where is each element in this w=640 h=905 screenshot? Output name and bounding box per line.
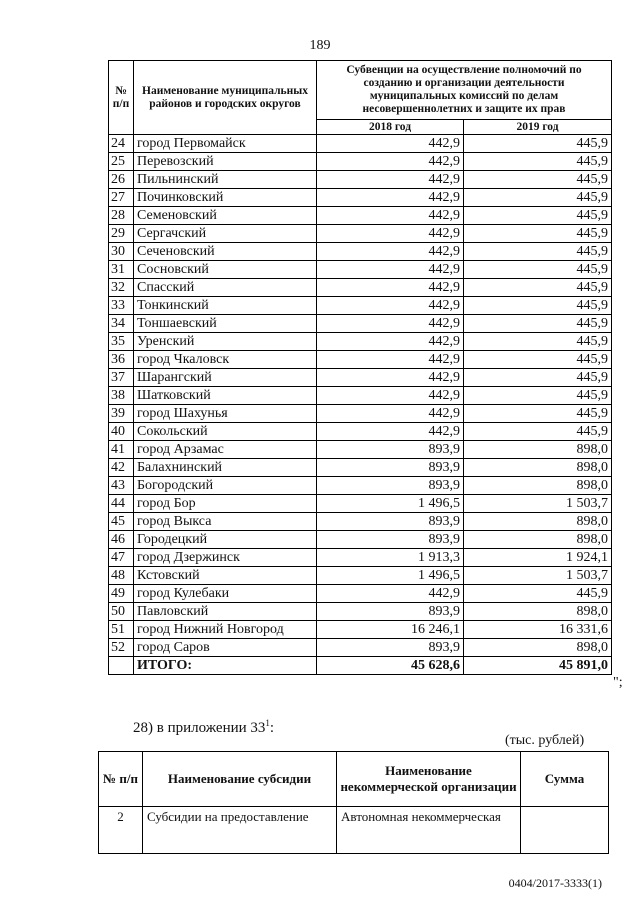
subsidy-header-org: Наименование некоммерческой организации — [337, 752, 521, 807]
total-2018: 45 628,6 — [317, 657, 464, 675]
table-row — [109, 423, 612, 441]
row-number: 41 — [109, 441, 134, 459]
row-number: 29 — [109, 225, 134, 243]
table-row — [109, 261, 612, 279]
row-name: Сеченовский — [134, 243, 317, 261]
row-name: Городецкий — [134, 531, 317, 549]
table-row — [109, 369, 612, 387]
row-value-2019: 445,9 — [464, 153, 612, 171]
table-row — [109, 297, 612, 315]
row-value-2018: 893,9 — [317, 531, 464, 549]
subsidy-org: Автономная некоммерческая — [337, 807, 521, 854]
row-name: город Шахунья — [134, 405, 317, 423]
row-value-2018: 442,9 — [317, 315, 464, 333]
row-value-2018: 893,9 — [317, 441, 464, 459]
total-label: ИТОГО: — [134, 657, 317, 675]
row-value-2019: 445,9 — [464, 225, 612, 243]
header-name: Наименование муниципальных районов и городских округов — [134, 61, 317, 135]
row-value-2019: 445,9 — [464, 333, 612, 351]
table-row — [109, 441, 612, 459]
subsidy-header-name: Наименование субсидии — [143, 752, 337, 807]
row-name: город Нижний Новгород — [134, 621, 317, 639]
row-number: 26 — [109, 171, 134, 189]
units-label: (тыс. рублей) — [505, 733, 585, 748]
row-value-2018: 893,9 — [317, 477, 464, 495]
row-value-2018: 1 496,5 — [317, 495, 464, 513]
row-value-2019: 445,9 — [464, 387, 612, 405]
row-number: 49 — [109, 585, 134, 603]
row-number: 36 — [109, 351, 134, 369]
table-row — [109, 207, 612, 225]
row-value-2019: 898,0 — [464, 477, 612, 495]
row-value-2019: 1 503,7 — [464, 567, 612, 585]
row-value-2018: 442,9 — [317, 243, 464, 261]
total-2019: 45 891,0 — [464, 657, 612, 675]
row-value-2018: 1 496,5 — [317, 567, 464, 585]
row-number: 51 — [109, 621, 134, 639]
row-value-2019: 445,9 — [464, 207, 612, 225]
row-name: город Саров — [134, 639, 317, 657]
row-number: 34 — [109, 315, 134, 333]
row-value-2018: 893,9 — [317, 639, 464, 657]
row-value-2018: 442,9 — [317, 585, 464, 603]
row-number: 24 — [109, 135, 134, 153]
row-number: 39 — [109, 405, 134, 423]
table-row — [109, 351, 612, 369]
row-number: 32 — [109, 279, 134, 297]
header-num: № п/п — [109, 61, 134, 135]
table-row — [109, 639, 612, 657]
row-name: Сергачский — [134, 225, 317, 243]
table-row — [109, 459, 612, 477]
row-value-2018: 442,9 — [317, 261, 464, 279]
table-row — [109, 153, 612, 171]
row-number: 30 — [109, 243, 134, 261]
row-number: 31 — [109, 261, 134, 279]
row-name: город Первомайск — [134, 135, 317, 153]
row-number: 43 — [109, 477, 134, 495]
total-num-cell — [109, 657, 134, 675]
row-value-2018: 442,9 — [317, 207, 464, 225]
row-name: Богородский — [134, 477, 317, 495]
row-name: город Кулебаки — [134, 585, 317, 603]
row-number: 28 — [109, 207, 134, 225]
row-value-2019: 445,9 — [464, 405, 612, 423]
row-name: Починковский — [134, 189, 317, 207]
row-value-2018: 1 913,3 — [317, 549, 464, 567]
row-name: Павловский — [134, 603, 317, 621]
row-value-2019: 898,0 — [464, 531, 612, 549]
row-name: Тоншаевский — [134, 315, 317, 333]
row-value-2018: 893,9 — [317, 513, 464, 531]
section-caption — [133, 718, 274, 737]
row-value-2018: 442,9 — [317, 153, 464, 171]
row-value-2018: 442,9 — [317, 135, 464, 153]
row-value-2019: 16 331,6 — [464, 621, 612, 639]
row-name: Пильнинский — [134, 171, 317, 189]
total-row — [109, 657, 612, 675]
section-caption-text: 28) в приложении 33 — [133, 720, 266, 736]
row-number: 25 — [109, 153, 134, 171]
row-name: Кстовский — [134, 567, 317, 585]
row-value-2019: 445,9 — [464, 135, 612, 153]
row-value-2019: 445,9 — [464, 585, 612, 603]
row-name: Уренский — [134, 333, 317, 351]
row-value-2019: 445,9 — [464, 171, 612, 189]
table-row — [109, 135, 612, 153]
row-name: город Бор — [134, 495, 317, 513]
row-value-2018: 442,9 — [317, 225, 464, 243]
row-value-2018: 442,9 — [317, 297, 464, 315]
row-value-2019: 445,9 — [464, 189, 612, 207]
row-number: 33 — [109, 297, 134, 315]
row-value-2019: 445,9 — [464, 279, 612, 297]
table-row — [109, 477, 612, 495]
row-value-2018: 442,9 — [317, 189, 464, 207]
row-value-2019: 445,9 — [464, 243, 612, 261]
table-row — [109, 495, 612, 513]
subsidy-row — [99, 807, 609, 854]
table-row — [109, 171, 612, 189]
row-name: город Арзамас — [134, 441, 317, 459]
table-row — [109, 567, 612, 585]
row-number: 37 — [109, 369, 134, 387]
row-name: город Выкса — [134, 513, 317, 531]
table-row — [109, 243, 612, 261]
table-row — [109, 387, 612, 405]
row-name: Балахнинский — [134, 459, 317, 477]
row-value-2018: 442,9 — [317, 171, 464, 189]
row-number: 42 — [109, 459, 134, 477]
header-subvention: Субвенции на осуществление полномочий по созданию и организации деятельности муниципальных комиссий по делам несовершеннолетних и защите их прав — [317, 61, 612, 120]
row-value-2018: 16 246,1 — [317, 621, 464, 639]
row-number: 44 — [109, 495, 134, 513]
row-number: 35 — [109, 333, 134, 351]
row-name: Шарангский — [134, 369, 317, 387]
section-caption-colon: : — [269, 720, 275, 736]
row-number: 38 — [109, 387, 134, 405]
header-year-2018: 2018 год — [317, 120, 464, 135]
row-value-2018: 442,9 — [317, 387, 464, 405]
row-value-2019: 898,0 — [464, 639, 612, 657]
row-value-2019: 898,0 — [464, 513, 612, 531]
table-row — [109, 585, 612, 603]
row-name: Шатковский — [134, 387, 317, 405]
table-row — [109, 315, 612, 333]
table-row — [109, 189, 612, 207]
row-value-2019: 445,9 — [464, 261, 612, 279]
row-number: 48 — [109, 567, 134, 585]
row-number: 46 — [109, 531, 134, 549]
closing-quote: "; — [613, 675, 623, 690]
row-value-2019: 445,9 — [464, 297, 612, 315]
table-row — [109, 225, 612, 243]
row-name: Сокольский — [134, 423, 317, 441]
row-value-2019: 445,9 — [464, 351, 612, 369]
row-number: 50 — [109, 603, 134, 621]
row-name: город Чкаловск — [134, 351, 317, 369]
row-name: Сосновский — [134, 261, 317, 279]
subsidy-header-num: № п/п — [99, 752, 143, 807]
table-row — [109, 621, 612, 639]
subsidy-sum — [521, 807, 609, 854]
subvention-table — [108, 60, 612, 675]
row-value-2019: 1 503,7 — [464, 495, 612, 513]
table-row — [109, 279, 612, 297]
subsidy-name: Субсидии на предоставление — [143, 807, 337, 854]
row-value-2019: 445,9 — [464, 315, 612, 333]
row-name: Тонкинский — [134, 297, 317, 315]
row-value-2018: 442,9 — [317, 423, 464, 441]
row-value-2018: 442,9 — [317, 333, 464, 351]
row-number: 52 — [109, 639, 134, 657]
row-value-2019: 1 924,1 — [464, 549, 612, 567]
row-value-2019: 898,0 — [464, 603, 612, 621]
table-row — [109, 549, 612, 567]
row-value-2018: 442,9 — [317, 279, 464, 297]
row-value-2019: 445,9 — [464, 369, 612, 387]
row-name: Семеновский — [134, 207, 317, 225]
row-value-2019: 898,0 — [464, 441, 612, 459]
row-value-2018: 442,9 — [317, 369, 464, 387]
table-row — [109, 333, 612, 351]
table-row — [109, 513, 612, 531]
page-number: 189 — [309, 38, 331, 53]
row-number: 45 — [109, 513, 134, 531]
subsidy-num: 2 — [99, 807, 143, 854]
row-number: 40 — [109, 423, 134, 441]
document-code: 0404/2017-3333(1) — [508, 876, 602, 890]
table-row — [109, 405, 612, 423]
row-value-2019: 445,9 — [464, 423, 612, 441]
row-value-2018: 442,9 — [317, 351, 464, 369]
row-name: город Дзержинск — [134, 549, 317, 567]
row-value-2018: 893,9 — [317, 459, 464, 477]
row-value-2018: 442,9 — [317, 405, 464, 423]
row-name: Спасский — [134, 279, 317, 297]
header-year-2019: 2019 год — [464, 120, 612, 135]
section-caption-sup: 1 — [265, 718, 270, 728]
row-value-2018: 893,9 — [317, 603, 464, 621]
table-row — [109, 603, 612, 621]
table-row — [109, 531, 612, 549]
subsidy-table — [98, 751, 609, 854]
row-number: 47 — [109, 549, 134, 567]
subsidy-header-sum: Сумма — [521, 752, 609, 807]
row-value-2019: 898,0 — [464, 459, 612, 477]
row-name: Перевозский — [134, 153, 317, 171]
row-number: 27 — [109, 189, 134, 207]
